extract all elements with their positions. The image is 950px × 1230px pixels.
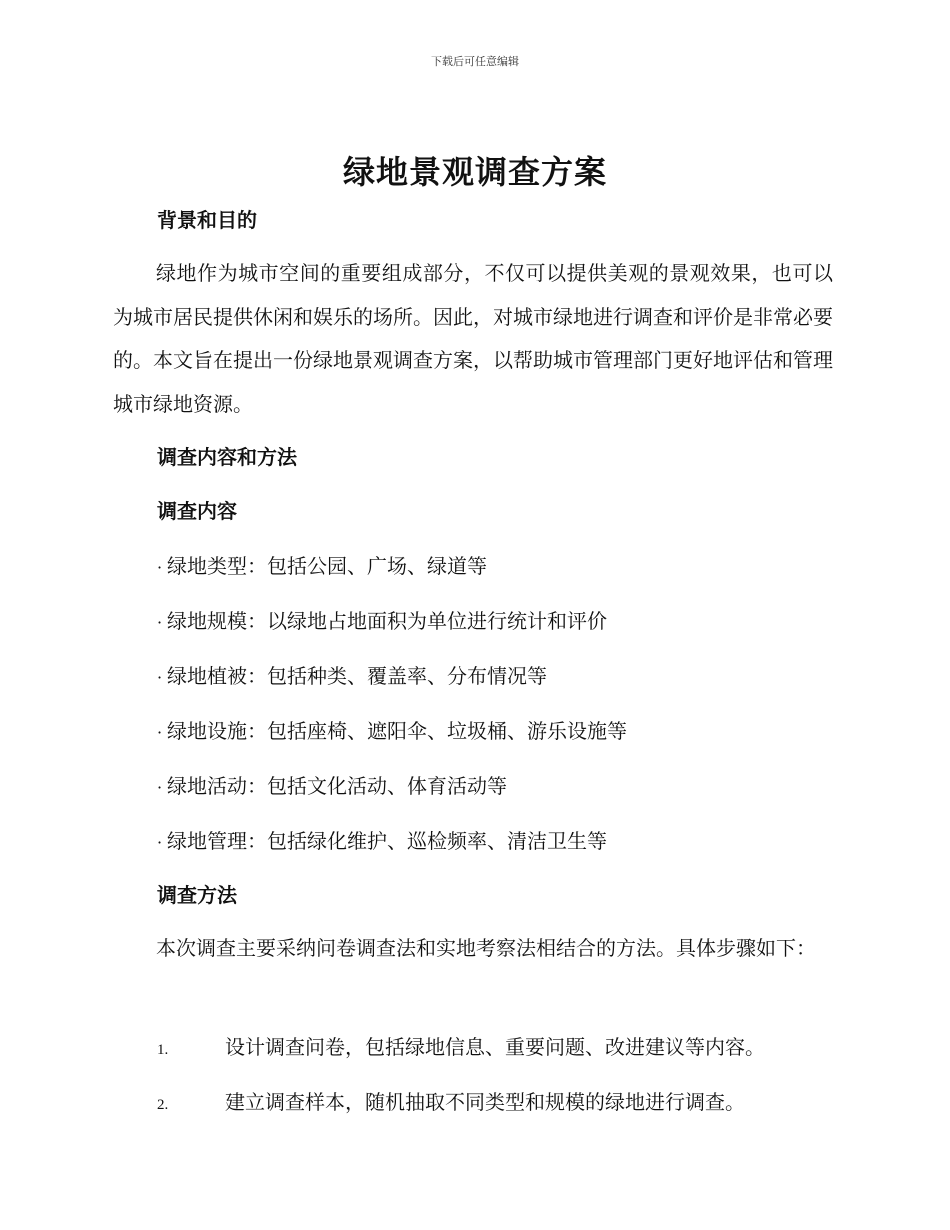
content-bullet-list [157,550,627,880]
bullet-marker: · [157,723,163,742]
document-title: 绿地景观调查方案 [342,153,607,191]
list-item-text: 绿地管理：包括绿化维护、巡检频率、清洁卫生等 [167,829,607,853]
step-text: 建立调查样本，随机抽取不同类型和规模的绿地进行调查。 [225,1090,745,1114]
heading-content: 调查内容 [157,499,237,523]
bullet-marker: · [157,778,163,797]
list-item-text: 绿地规模：以绿地占地面积为单位进行统计和评价 [167,609,607,633]
step-text: 设计调查问卷，包括绿地信息、重要问题、改进建议等内容。 [225,1035,765,1059]
list-item-text: 绿地活动：包括文化活动、体育活动等 [167,774,507,798]
background-paragraph: 绿地作为城市空间的重要组成部分，不仅可以提供美观的景观效果，也可以为城市居民提供休闲和娱乐的场所。因此，对城市绿地进行调查和评价是非常必要的。本文旨在提出一份绿地景观调查方案，以帮助城市管理部门更好地评估和管理城市绿地资源。 [113,261,833,416]
heading-method: 调查方法 [157,883,237,907]
step-number: 1. [157,1042,169,1058]
list-item [157,605,627,660]
list-item-text: 绿地设施：包括座椅、遮阳伞、垃圾桶、游乐设施等 [167,719,627,743]
bullet-marker: · [157,613,163,632]
bullet-marker: · [157,558,163,577]
list-item-text: 绿地类型：包括公园、广场、绿道等 [167,554,487,578]
list-item [157,770,627,825]
bullet-marker: · [157,668,163,687]
steps-numbered-list [157,1031,765,1141]
list-item [157,715,627,770]
bullet-marker: · [157,833,163,852]
step-number: 2. [157,1097,169,1113]
heading-background: 背景和目的 [157,208,257,232]
heading-content-and-method: 调查内容和方法 [157,445,297,469]
list-item [157,1031,765,1086]
list-item [157,660,627,715]
page-header-note: 下载后可任意编辑 [431,55,519,68]
list-item-text: 绿地植被：包括种类、覆盖率、分布情况等 [167,664,547,688]
list-item [157,1086,765,1141]
method-paragraph: 本次调查主要采纳问卷调查法和实地考察法相结合的方法。具体步骤如下： [156,936,816,960]
list-item [157,825,627,880]
list-item [157,550,627,605]
